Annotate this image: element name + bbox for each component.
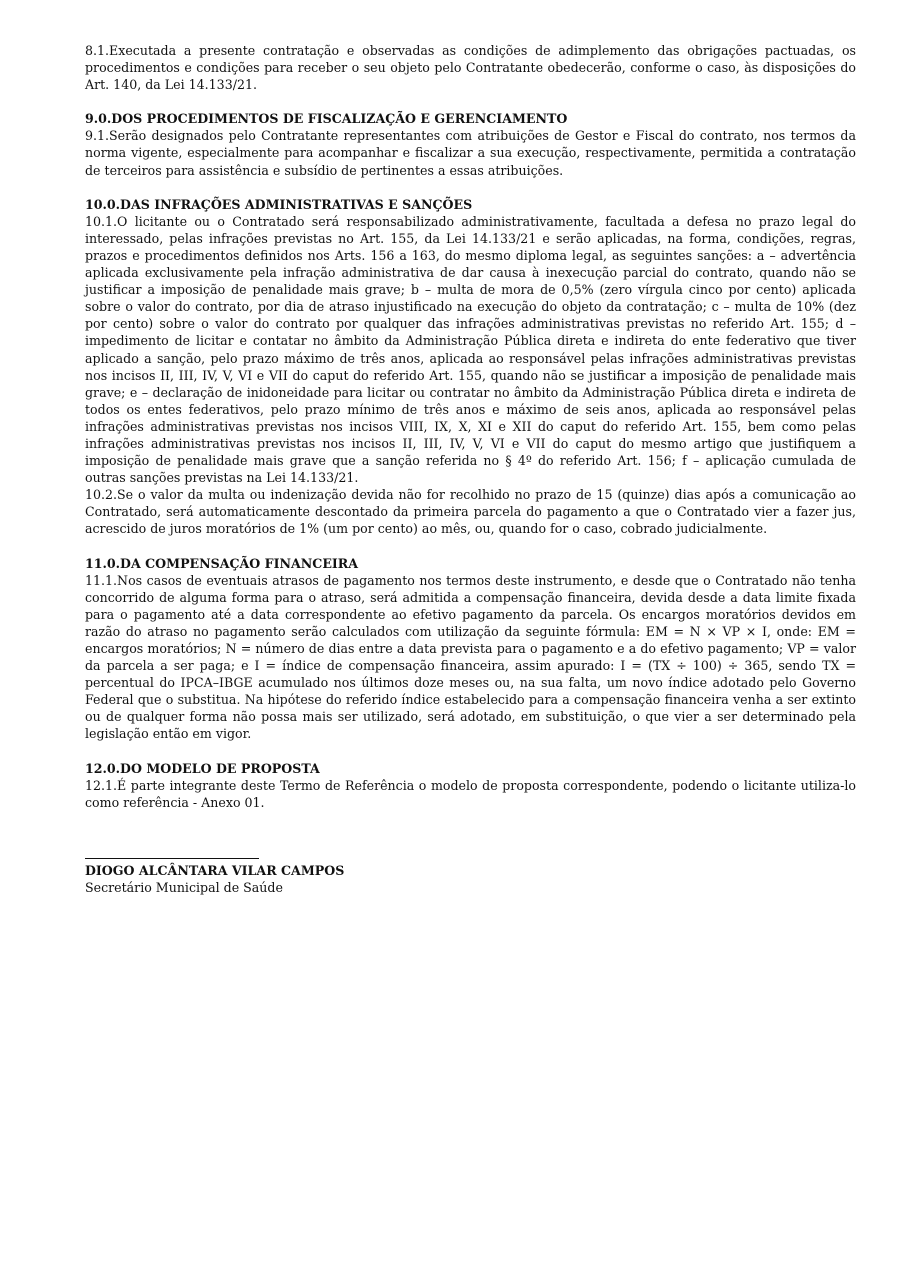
section-heading-10: 10.0.DAS INFRAÇÕES ADMINISTRATIVAS E SANÇÕES xyxy=(85,196,473,212)
section-heading-11: 11.0.DA COMPENSAÇÃO FINANCEIRA xyxy=(85,555,359,571)
clause-10-1: 10.1.O licitante ou o Contratado será responsabilizado administrativamente, facultada a defesa no prazo legal do interessado, pelas infrações previstas no Art. 155, da Lei 14.133/21 e serão aplicadas, na forma, condições, regras, prazos e procedimentos definidos nos Arts. 156 a 163, do mesmo diploma legal, as seguintes sanções: a – advertência aplicada exclusivamente pela infração administrativa de dar causa à inexecução parcial do contrato, quando não se justificar a imposição de penalidade mais grave; b – multa de mora de 0,5% (zero vírgula cinco por cento) aplicada sobre o valor do contrato, por dia de atraso injustificado na execução do objeto da contratação; c – multa de 10% (dez por cento) sobre o valor do contrato por qualquer das infrações administrativas previstas no referido Art. 155; d – impedimento de licitar e contatar no âmbito da Administração Pública direta e indireta do ente federativo que tiver aplicado a sanção, pelo prazo máximo de três anos, aplicada ao responsável pelas infrações administrativas previstas nos incisos II, III, IV, V, VI e VII do caput do referido Art. 155, quando não se justificar a imposição de penalidade mais grave; e – declaração de inidoneidade para licitar ou contratar no âmbito da Administração Pública direta e indireta de todos os entes federativos, pelo prazo mínimo de três anos e máximo de seis anos, aplicada ao responsável pelas infrações administrativas previstas nos incisos VIII, IX, X, XI e XII do caput do referido Art. 155, bem como pelas infrações administrativas previstas nos incisos II, III, IV, V, VI e VII do caput do mesmo artigo que justifiquem a imposição de penalidade mais grave que a sanção referida no § 4º do referido Art. 156; f – aplicação cumulada de outras sanções previstas na Lei 14.133/21. xyxy=(85,213,856,486)
spacer xyxy=(85,743,856,760)
clause-10-2: 10.2.Se o valor da multa ou indenização devida não for recolhido no prazo de 15 (quinze) dias após a comunicação ao Contratado, será automaticamente descontado da primeira parcela do pagamento a que o Contratado vier a fazer jus, acrescido de juros moratórios de 1% (um por cento) ao mês, ou, quando for o caso, cobrado judicialmente. xyxy=(85,487,856,537)
document-page xyxy=(85,42,856,896)
spacer xyxy=(85,179,856,196)
signature-line xyxy=(85,858,259,859)
signatory-name: DIOGO ALCÂNTARA VILAR CAMPOS xyxy=(85,862,345,878)
clause-12-1: 12.1.É parte integrante deste Termo de Referência o modelo de proposta correspondente, podendo o licitante utiliza-lo como referência - Anexo 01. xyxy=(85,777,856,810)
section-heading-12: 12.0.DO MODELO DE PROPOSTA xyxy=(85,760,320,776)
signatory-role: Secretário Municipal de Saúde xyxy=(85,879,283,895)
spacer xyxy=(85,93,856,110)
clause-8-1: 8.1.Executada a presente contratação e observadas as condições de adimplemento das obrigações pactuadas, os procedimentos e condições para receber o seu objeto pelo Contratante obedecerão, conforme o caso, às disposições do Art. 140, da Lei 14.133/21. xyxy=(85,43,856,93)
section-heading-9: 9.0.DOS PROCEDIMENTOS DE FISCALIZAÇÃO E GERENCIAMENTO xyxy=(85,111,568,127)
clause-11-1: 11.1.Nos casos de eventuais atrasos de pagamento nos termos deste instrumento, e desde que o Contratado não tenha concorrido de alguma forma para o atraso, será admitida a compensação financeira, devida desde a data limite fixada para o pagamento até a data correspondente ao efetivo pagamento da parcela. Os encargos moratórios devidos em razão do atraso no pagamento serão calculados com utilização da seguinte fórmula: EM = N × VP × I, onde: EM = encargos moratórios; N = número de dias entre a data prevista para o pagamento e a do efetivo pagamento; VP = valor da parcela a ser paga; e I = índice de compensação financeira, assim apurado: I = (TX ÷ 100) ÷ 365, sendo TX = percentual do IPCA–IBGE acumulado nos últimos doze meses ou, na sua falta, um novo índice adotado pelo Governo Federal que o substitua. Na hipótese do referido índice estabelecido para a compensação financeira venha a ser extinto ou de qualquer forma não possa mais ser utilizado, será adotado, em substituição, o que vier a ser determinado pela legislação então em vigor. xyxy=(85,572,856,742)
clause-9-1: 9.1.Serão designados pelo Contratante representantes com atribuições de Gestor e Fiscal do contrato, nos termos da norma vigente, especialmente para acompanhar e fiscalizar a sua execução, respectivamente, permitida a contratação de terceiros para assistência e subsídio de pertinentes a essas atribuições. xyxy=(85,128,856,178)
spacer xyxy=(85,538,856,555)
